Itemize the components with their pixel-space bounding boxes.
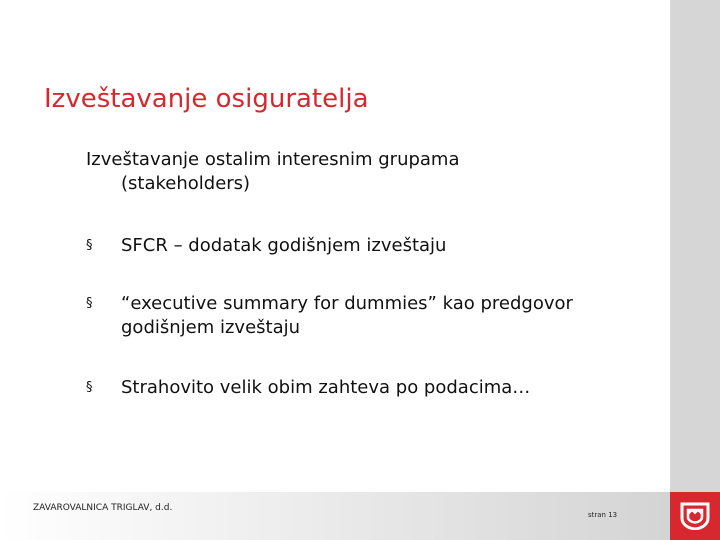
bullet-text: SFCR – dodatak godišnjem izveštaju — [121, 235, 447, 256]
logo-box — [670, 492, 720, 540]
bullet-marker: § — [86, 380, 93, 395]
bullet-text-line-2: godišnjem izveštaju — [121, 317, 301, 338]
footer-band — [0, 492, 670, 540]
footer-company-name: ZAVAROVALNICA TRIGLAV, d.d. — [33, 503, 173, 513]
bullet-marker: § — [86, 238, 93, 253]
bullet-text: Strahovito velik obim zahteva po podacima… — [121, 377, 531, 398]
footer-page-number: stran 13 — [588, 511, 618, 519]
intro-line-2: (stakeholders) — [121, 173, 251, 194]
bullet-item-3 — [86, 376, 646, 400]
intro-paragraph — [86, 148, 646, 196]
bullet-text-line-1: “executive summary for dummies” kao predgovor — [121, 293, 573, 314]
right-side-band — [670, 0, 720, 540]
intro-line-1: Izveštavanje ostalim interesnim grupama — [86, 149, 460, 170]
bullet-item-2 — [86, 292, 646, 340]
triglav-logo-icon — [679, 502, 711, 530]
bullet-marker: § — [86, 296, 93, 311]
bullet-item-1 — [86, 234, 646, 258]
slide-title: Izveštavanje osiguratelja — [44, 84, 369, 114]
